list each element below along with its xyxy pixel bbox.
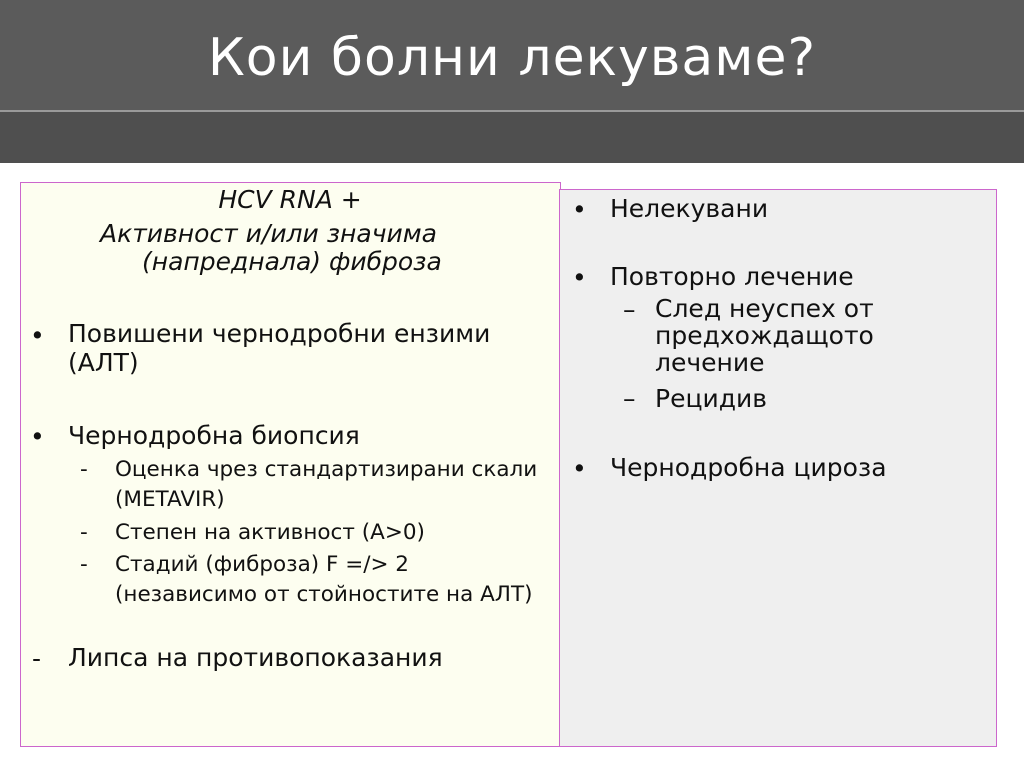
left-subitem-metavir: Оценка чрез стандартизирани скали (METAVIR) xyxy=(115,457,538,512)
left-item-contraindications: Липса на противопоказания xyxy=(68,643,443,672)
bullet-marker: • xyxy=(30,321,45,350)
bullet-marker: • xyxy=(572,454,587,483)
left-subitem-activity: Степен на активност (А>0) xyxy=(115,520,425,545)
dash-marker: - xyxy=(80,520,88,545)
slide-title: Кои болни лекуваме? xyxy=(207,28,817,88)
left-header-line-2: Активност и/или значима xyxy=(100,219,437,248)
right-bullet-cirrhosis: Чернодробна цироза xyxy=(610,453,887,482)
bullet-marker: • xyxy=(30,422,45,451)
left-header-line-3: (напреднала) фиброза xyxy=(142,247,442,276)
dash-marker: – xyxy=(623,384,636,413)
title-bar-lower-band xyxy=(0,112,1024,163)
right-bullet-untreated: Нелекувани xyxy=(610,194,769,223)
dash-marker: - xyxy=(80,457,88,482)
bullet-marker: • xyxy=(572,263,587,292)
dash-marker: - xyxy=(32,644,42,673)
right-bullet-retreatment: Повторно лечение xyxy=(610,262,854,291)
left-subitem-stage: Стадий (фиброза) F =/> 2 (независимо от стойностите на АЛТ) xyxy=(115,552,533,607)
right-subitem-relapse: Рецидив xyxy=(655,384,767,413)
dash-marker: – xyxy=(623,295,636,324)
bullet-marker: • xyxy=(572,195,587,224)
left-header-line-1: HCV RNA + xyxy=(218,185,362,214)
dash-marker: - xyxy=(80,552,88,577)
left-bullet-biopsy: Чернодробна биопсия xyxy=(68,421,360,450)
left-bullet-enzymes: Повишени чернодробни ензими (АЛТ) xyxy=(68,319,491,377)
title-bar xyxy=(0,0,1024,163)
right-subitem-failure: След неуспех от предхождащото лечение xyxy=(655,294,874,377)
